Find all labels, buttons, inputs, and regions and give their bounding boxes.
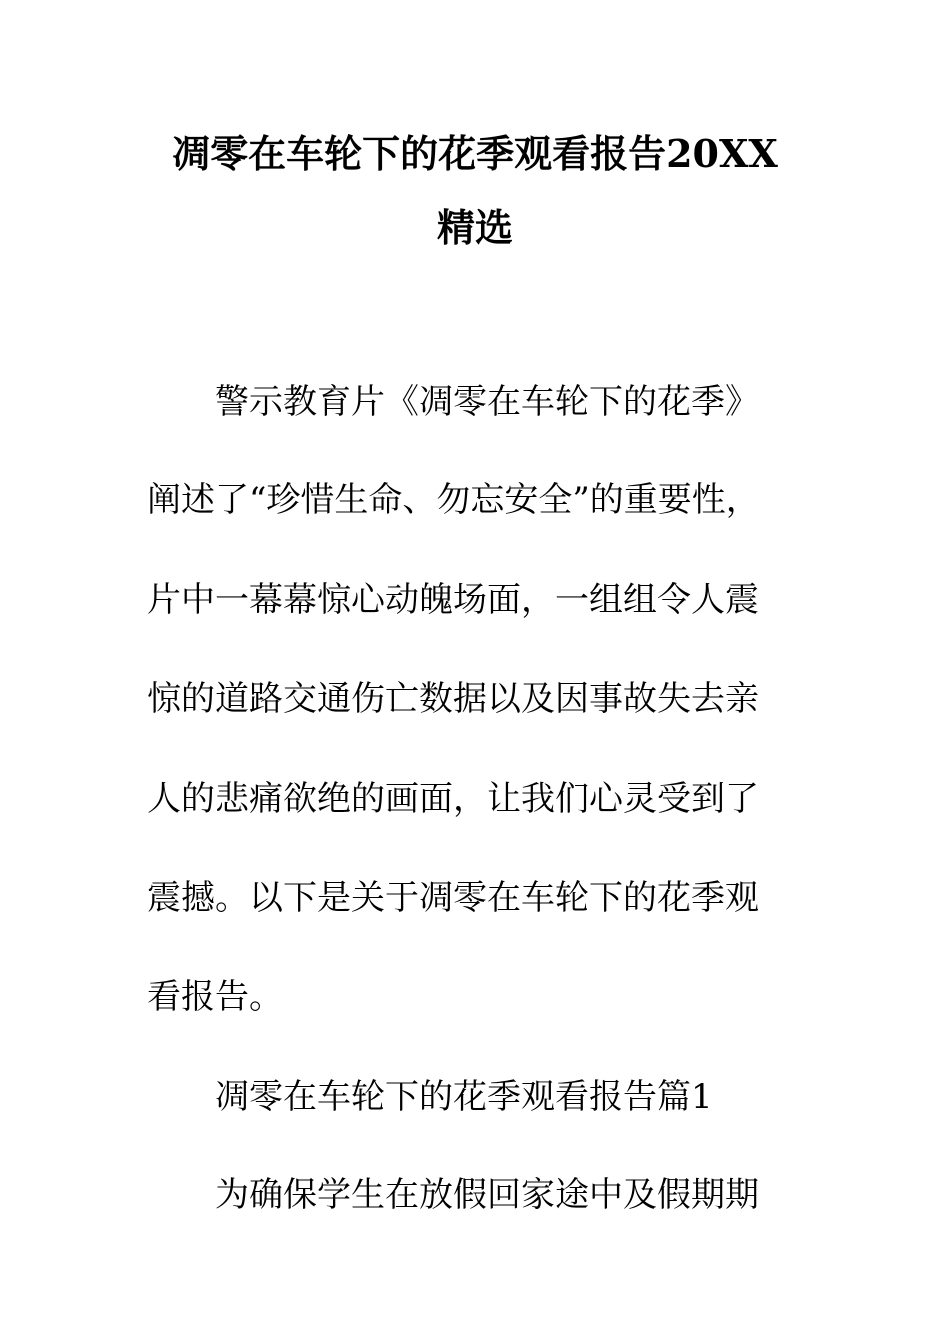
paragraph-1-line-4: 惊的道路交通伤亡数据以及因事故失去亲: [147, 679, 759, 719]
paragraph-1-line-7: 看报告。: [147, 977, 283, 1017]
paragraph-1-line-5: 人的悲痛欲绝的画面，让我们心灵受到了: [147, 779, 759, 819]
paragraph-1-line-3: 片中一幕幕惊心动魄场面，一组组令人震: [147, 580, 759, 620]
document-title-line-2: 精选: [436, 205, 513, 250]
paragraph-2-line-1: 为确保学生在放假回家途中及假期期: [215, 1175, 759, 1215]
paragraph-1-line-6: 震撼。以下是关于凋零在车轮下的花季观: [147, 878, 759, 918]
paragraph-1-line-2: 阐述了“珍惜生命、勿忘安全”的重要性，: [147, 480, 760, 520]
document-title-line-1: 凋零在车轮下的花季观看报告20XX: [172, 131, 778, 176]
section-heading: 凋零在车轮下的花季观看报告篇1: [215, 1077, 713, 1117]
paragraph-1-line-1: 警示教育片《凋零在车轮下的花季》: [215, 382, 759, 422]
